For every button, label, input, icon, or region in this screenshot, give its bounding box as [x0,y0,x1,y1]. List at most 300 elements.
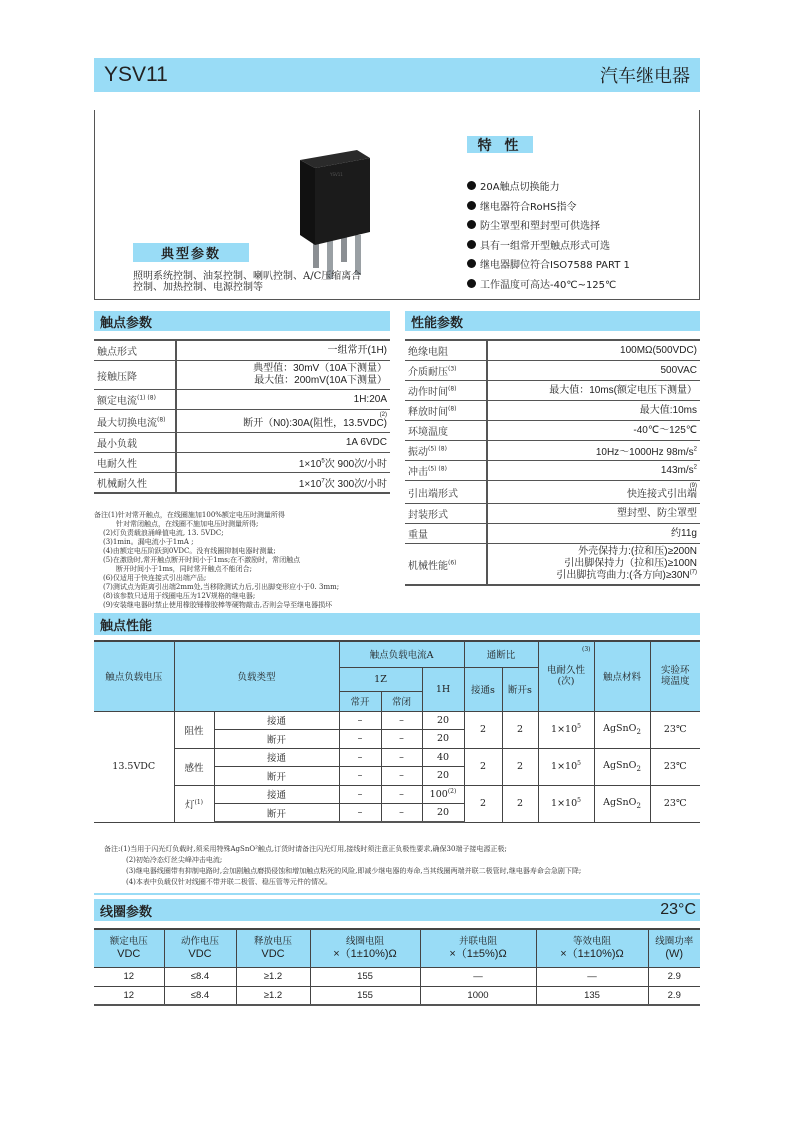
endurance-value: 1×10 [551,724,578,735]
value-text: 引出脚保持力（拉和压)≥100N [564,558,697,569]
param-value [487,340,700,361]
feature-item [467,215,630,235]
coil-cell: 12 [94,967,164,986]
value-text: -40℃～125℃ [633,424,697,436]
header-nc: 常闭 [381,691,422,711]
param-key [94,390,176,410]
current-1h-value: 40 [436,751,450,763]
performance-row [94,711,700,730]
note-line: (8)该参数只适用于线圈电压为12V规格的继电器; [103,592,256,600]
value-exponent: 2 [693,446,697,453]
value-text: 次 300次/小时 [324,479,387,490]
param-value-line [180,375,387,387]
value-exponent: 5 [321,458,325,465]
coil-header-label: 线圈功率 [655,936,694,948]
header-current: 触点负载电流A [339,641,464,667]
note-line: 备注(1)针对常开触点，在线圈施加100%额定电压时测量所得 [94,511,285,519]
param-value-line [491,489,697,501]
coil-params-title: 线圈参数 [100,904,153,920]
test-temp: 23℃ [650,785,700,822]
coil-cell: 12 [94,986,164,1005]
param-key [405,401,487,421]
header-1h: 1H [422,667,464,711]
value-text: 1H:20A [353,393,387,405]
load-type-text: 灯 [184,799,195,811]
param-row [94,410,390,433]
feature-item [467,254,630,274]
param-row [405,421,700,441]
param-row [405,544,700,586]
param-row [94,390,390,410]
test-temp: 23℃ [650,748,700,785]
value-text: 快连接式引出端 [627,489,697,500]
ratio-on: 2 [464,711,502,748]
current-1h-value: 100 [429,788,448,800]
value-text: 1A 6VDC [345,436,387,448]
value-text: 外壳保持力:(拉和压)≥200N [578,546,697,557]
coil-params-heading [94,899,700,921]
param-value-line [491,405,697,417]
note-line: (6)仅适用于快连接式引出端产品; [103,574,207,582]
value-text: 10Hz～1000Hz 98m/s [595,447,694,458]
param-value [176,390,390,410]
param-key-text: 最小负载 [97,439,137,450]
bullet-icon [467,240,476,249]
param-key [94,410,176,433]
param-row [94,361,390,390]
current-1h-value: 20 [436,714,450,726]
feature-item [467,176,630,196]
test-temp: 23℃ [650,711,700,748]
param-row [405,401,700,421]
param-value [487,544,700,586]
load-type [174,711,214,748]
note-line: (2)灯负责载浪涌峰值电流, 13. 5VDC; [103,529,224,537]
operation: 接通 [214,748,339,767]
param-row [405,481,700,504]
current-no: – [339,748,381,767]
bullet-icon [467,181,476,190]
coil-header-label: 线圈电阻 [345,936,384,948]
note-line: 备注:(1)当用于闪光灯负载时,须采用特殊AgSnO²触点,订货时请备注闪光灯用,接线时须注意正负极性要求,确保30端子接电源正极; [104,845,507,853]
coil-header [236,929,310,967]
current-1h [422,711,464,730]
param-value [176,473,390,494]
contact-performance-notes [104,844,704,888]
header-off: 断开s [502,667,538,711]
load-type-text: 阻性 [184,725,204,737]
endurance-exponent: 5 [577,759,581,767]
value-exponent: 2 [693,464,697,471]
ratio-off: 2 [502,785,538,822]
param-key [94,453,176,473]
coil-header-unit: ×（1±5%)Ω [449,948,507,961]
param-key-text: 电耐久性 [97,459,137,470]
operation: 断开 [214,730,339,749]
feature-text: 具有一组常开型触点形式可选 [480,240,610,252]
current-1h [422,730,464,749]
param-key [405,381,487,401]
param-key [405,340,487,361]
current-nc: – [381,711,422,730]
param-value [487,504,700,524]
coil-header-unit: ×（1±10%)Ω [560,948,624,961]
param-value-line [491,570,697,582]
coil-params-temp: 23°C [660,901,696,918]
value-text: 最大值：200mV(10A下测量） [254,375,387,386]
param-key [405,421,487,441]
current-nc: – [381,804,422,823]
param-value-line [491,443,697,458]
param-row [94,340,390,361]
param-key-text: 介质耐压 [408,367,448,378]
param-key-footnote: (8) [448,405,457,413]
param-value-line [491,558,697,570]
current-no: – [339,730,381,749]
param-key-footnote: (8) [157,416,166,424]
product-category: 汽车继电器 [600,66,690,87]
value-text: 典型值：30mV（10A下测量） [253,363,387,374]
current-no: – [339,785,381,804]
endurance-value: 1×10 [551,798,578,809]
param-value [176,410,390,433]
value-text: 500VAC [660,364,697,376]
param-key [405,461,487,481]
endurance-exponent: 5 [577,796,581,804]
typical-params-heading: 典型参数 [133,243,249,262]
param-key-text: 动作时间 [408,387,448,398]
feature-text: 20A触点切换能力 [480,182,560,194]
material [594,785,650,822]
ratio-on: 2 [464,748,502,785]
param-value [176,433,390,453]
param-value-line [180,363,387,375]
load-type-footnote: (1) [194,798,203,806]
note-line: (3)1min。漏电流小于1mA ; [103,538,194,546]
param-key-text: 重量 [408,530,428,541]
coil-row [94,986,700,1005]
note-line: 断开时间小于1ms，同时常开触点不能闭合; [116,565,253,573]
current-nc: – [381,767,422,786]
coil-row [94,967,700,986]
coil-header-unit: VDC [117,948,141,961]
current-nc: – [381,785,422,804]
coil-cell: — [536,967,648,986]
svg-text:YSV11: YSV11 [330,172,343,177]
current-nc: – [381,730,422,749]
load-voltage: 13.5VDC [94,711,174,822]
value-text: 次 900次/小时 [324,459,387,470]
param-value [176,361,390,390]
load-type [174,748,214,785]
param-key-footnote: (3) [448,365,457,373]
features-heading: 特 性 [467,136,533,153]
coil-cell: ≤8.4 [164,986,236,1005]
performance-params-heading: 性能参数 [405,311,700,331]
param-key-text: 冲击 [408,467,428,478]
coil-cell: 2.9 [648,967,700,986]
param-key-footnote: (6) [448,559,457,567]
bullet-icon [467,279,476,288]
coil-header-unit: VDC [188,948,212,961]
param-key [405,441,487,461]
value-text: 塑封型、防尘罩型 [617,507,697,519]
value-text: 1×10 [298,479,322,490]
param-value [487,441,700,461]
param-row [405,381,700,401]
performance-params-table [405,339,700,586]
header-1z: 1Z [339,667,422,691]
header-ratio: 通断比 [464,641,538,667]
coil-cell: — [420,967,536,986]
param-key-text: 机械性能 [408,560,448,572]
param-value [487,361,700,381]
bullet-icon [467,220,476,229]
param-value-line [180,455,387,470]
value-text: 143m/s [660,465,694,476]
contact-performance-heading: 触点性能 [94,613,700,635]
param-value-line [491,528,697,540]
feature-text: 继电器符合RoHS指令 [480,201,577,213]
param-value-line [491,465,697,476]
coil-cell: 2.9 [648,986,700,1005]
material-subscript: 2 [636,727,641,736]
param-value [487,381,700,401]
note-line: (4)由额定电压阶跃到0VDC。没有线圈抑制电器时测量; [103,547,276,555]
coil-header [94,929,164,967]
endurance [538,711,594,748]
param-row [405,524,700,544]
note-line: (7)测试点为距离引出端2mm处,当移除测试力后,引出脚变形应小于0. 3mm; [103,583,340,591]
param-key-text: 引出端形式 [408,488,458,500]
ratio-off: 2 [502,711,538,748]
operation: 断开 [214,767,339,786]
value-text: 1×10 [298,459,322,470]
intro-box [94,110,700,300]
material-value: AgSnO [603,797,637,809]
material-subscript: 2 [636,801,641,810]
param-value-line [491,345,697,357]
current-1h [422,748,464,767]
param-key-text: 绝缘电阻 [408,347,448,358]
current-1h [422,804,464,823]
note-line: (9)安装继电器时禁止使用橡胶锤橡胶棒等硬物敲击,否则会导至继电器损坏 [103,601,333,609]
contact-params-table [94,339,390,494]
coil-header-label: 动作电压 [180,936,219,948]
param-row [94,453,390,473]
coil-header [420,929,536,967]
param-row [405,504,700,524]
param-value [487,421,700,441]
param-value [487,524,700,544]
param-value [176,340,390,361]
value-text: 引出脚抗弯曲力:(各方向)≥30N [556,570,690,581]
header-material: 触点材料 [594,641,650,711]
coil-header [164,929,236,967]
param-row [405,461,700,481]
model-name: YSV11 [104,63,168,86]
param-value-line [180,437,387,449]
divider [94,893,700,895]
param-key-text: 释放时间 [408,407,448,418]
value-text: 最大值：10ms(额定电压下测量） [549,384,697,396]
operation: 接通 [214,711,339,730]
param-value [487,401,700,421]
param-key [94,473,176,494]
current-nc: – [381,748,422,767]
current-1h [422,767,464,786]
material-subscript: 2 [636,764,641,773]
param-key [405,544,487,586]
param-value-line [491,385,697,397]
param-key-text: 环境温度 [408,427,448,438]
param-key-footnote: (5) (8) [428,465,447,473]
param-key [405,361,487,381]
load-type [174,785,214,822]
value-text: 一组常开(1H) [327,344,387,356]
param-value-line [180,345,387,357]
note-line: 针对常闭触点，在线圈不施加电压时测量所得; [116,520,259,528]
param-key [405,524,487,544]
param-value [487,481,700,504]
param-key-text: 最大切换电流 [97,417,157,429]
material [594,711,650,748]
param-key-text: 触点形式 [97,347,137,358]
coil-cell: ≥1.2 [236,967,310,986]
coil-cell: 155 [310,986,420,1005]
param-value [176,453,390,473]
param-value-line [491,365,697,377]
typical-applications-text: 照明系统控制、油泵控制、喇叭控制、A/C压缩离合控制、加热控制、电源控制等 [133,271,362,293]
material [594,748,650,785]
current-1h-value: 20 [436,807,450,818]
performance-row [94,785,700,804]
coil-header [536,929,648,967]
coil-cell: 155 [310,967,420,986]
ratio-off: 2 [502,748,538,785]
contact-params-notes [94,511,404,610]
endurance [538,748,594,785]
value-text: 约11g [671,527,697,539]
param-key [94,361,176,390]
coil-cell: ≥1.2 [236,986,310,1005]
param-key [94,340,176,361]
endurance-exponent: 5 [577,722,581,730]
note-line: (4)本表中负载仅针对线圈不带并联二极管、稳压管等元件的情况。 [126,878,332,886]
endurance [538,785,594,822]
param-value [487,461,700,481]
endurance-label: 电耐久性 (次) [546,665,585,688]
param-key-footnote: (1) (8) [137,394,156,402]
header-temp: 实验环境温度 [650,641,700,711]
param-row [94,473,390,494]
param-value-footnote: (2) [379,412,387,418]
feature-item [467,274,630,294]
coil-params-table [94,928,700,1006]
current-no: – [339,804,381,823]
bullet-icon [467,201,476,210]
param-key [94,433,176,453]
header-no: 常开 [339,691,381,711]
value-text: 断开（N0):30A(阻性，13.5VDC) [243,418,387,429]
current-1h-value: 20 [436,770,450,782]
coil-header-label: 释放电压 [253,936,292,948]
load-type-text: 感性 [184,762,204,774]
param-value-line [180,475,387,490]
operation: 接通 [214,785,339,804]
value-exponent: 7 [321,478,325,485]
param-row [405,441,700,461]
param-key [405,504,487,524]
param-key-footnote: (8) [448,385,457,393]
current-1h-value: 20 [436,733,450,745]
header-load-type: 负载类型 [174,641,339,711]
coil-header-label: 额定电压 [109,936,148,948]
coil-header-label: 等效电阻 [572,936,611,948]
coil-header-unit: (W) [665,948,684,961]
param-value-line [491,425,697,437]
coil-header [310,929,420,967]
coil-header [648,929,700,967]
ratio-on: 2 [464,785,502,822]
param-row [405,340,700,361]
value-text: 100MΩ(500VDC) [620,344,697,356]
header-voltage: 触点负载电压 [94,641,174,711]
material-value: AgSnO [603,760,637,772]
current-no: – [339,767,381,786]
param-row [94,433,390,453]
value-text: 最大值:10ms [639,404,697,416]
feature-text: 继电器脚位符合ISO7588 PART 1 [480,260,630,272]
note-line: (3)继电器线圈带有抑制电路时,会加剧触点磨损侵蚀和增加触点粘死的风险,即减少继电器的寿命,当其线圈两端并联二极管时,继电器寿命会急剧下降; [126,867,582,875]
current-1h [422,785,464,804]
relay-product-image [275,140,385,280]
endurance-value: 1×10 [551,761,578,772]
param-value-line [180,394,387,406]
operation: 断开 [214,804,339,823]
feature-item [467,196,630,216]
param-value-line [180,418,387,430]
contact-params-heading: 触点参数 [94,311,390,331]
feature-text: 防尘罩型和塑封型可供选择 [480,221,600,233]
performance-row [94,748,700,767]
feature-text: 工作温度可高达-40℃~125℃ [480,279,617,291]
features-list [467,176,630,293]
header-endurance: (3) 电耐久性 (次) [538,641,594,711]
title-bar [94,58,700,92]
note-line: (5)在激励时,常开触点断开时间小于1ms;在不激励时，常闭触点 [103,556,301,564]
coil-cell: 1000 [420,986,536,1005]
param-row [405,361,700,381]
current-no: – [339,711,381,730]
coil-header-unit: VDC [261,948,285,961]
header-on: 接通s [464,667,502,711]
current-footnote: (2) [447,787,457,795]
param-key-text: 机械耐久性 [97,479,147,490]
param-value-line [491,508,697,520]
param-key-text: 振动 [408,447,428,458]
contact-performance-table [94,640,700,823]
param-value-footnote: (9) [689,483,697,489]
param-key-text: 接触压降 [97,371,137,383]
feature-item [467,235,630,255]
coil-header-label: 并联电阻 [458,936,497,948]
coil-cell: ≤8.4 [164,967,236,986]
param-value-line [491,546,697,558]
param-key-text: 额定电流 [97,396,137,407]
param-key [405,481,487,504]
note-line: (2)初始冷态灯丝尖峰冲击电流; [126,856,223,864]
